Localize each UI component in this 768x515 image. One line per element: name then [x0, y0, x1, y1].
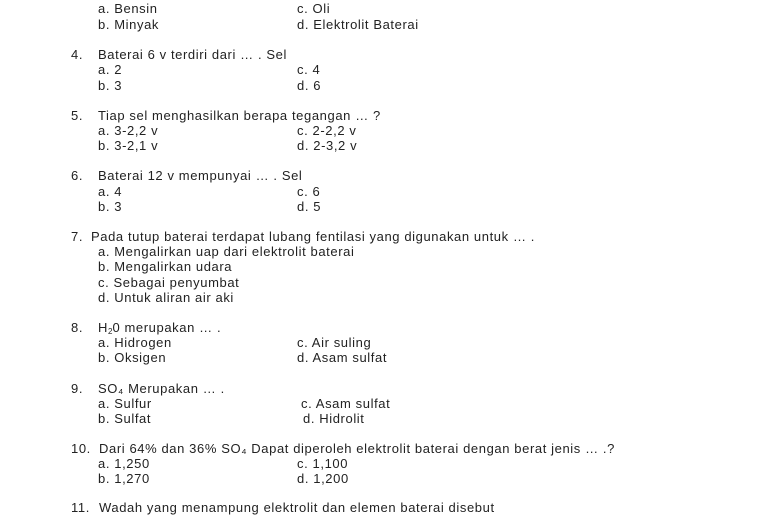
- q10-option-b: b. 1,270: [98, 471, 150, 486]
- q7-text: Pada tutup baterai terdapat lubang fentilasi yang digunakan untuk … .: [91, 229, 535, 244]
- q5-option-b: b. 3-2,1 v: [98, 138, 159, 153]
- q11-text: Wadah yang menampung elektrolit dan elemen baterai disebut: [99, 500, 495, 515]
- q6-option-c: c. 6: [297, 184, 321, 199]
- q8-option-d: d. Asam sulfat: [297, 350, 388, 365]
- q4-option-b: b. 3: [98, 78, 123, 93]
- q3-option-a: a. Bensin: [98, 1, 158, 16]
- q5-option-a: a. 3-2,2 v: [98, 123, 159, 138]
- q5-text: Tiap sel menghasilkan berapa tegangan … ?: [98, 108, 381, 123]
- q8-subscript: 2: [108, 327, 113, 336]
- q4-text: Baterai 6 v terdiri dari … . Sel: [98, 47, 287, 62]
- q9-option-c: c. Asam sulfat: [301, 396, 391, 411]
- q7-option-d: d. Untuk aliran air aki: [98, 290, 234, 305]
- q9-option-b: b. Sulfat: [98, 411, 152, 426]
- q4-number: 4.: [71, 47, 84, 62]
- q4-option-c: c. 4: [297, 62, 321, 77]
- q8-option-b: b. Oksigen: [98, 350, 167, 365]
- q10-text: Dari 64% dan 36% SO₄ Dapat diperoleh elektrolit baterai dengan berat jenis … .?: [99, 441, 615, 456]
- q3-option-d: d. Elektrolit Baterai: [297, 17, 419, 32]
- q8-text: $H_20$ merupakan … .: [98, 320, 222, 336]
- q9-option-d: d. Hidrolit: [303, 411, 365, 426]
- q6-text: Baterai 12 v mempunyai … . Sel: [98, 168, 303, 183]
- q7-option-b: b. Mengalirkan udara: [98, 259, 233, 274]
- q10-option-a: a. 1,250: [98, 456, 150, 471]
- q6-number: 6.: [71, 168, 84, 183]
- q7-option-a: a. Mengalirkan uap dari elektrolit baterai: [98, 244, 355, 259]
- q9-text: SO₄ Merupakan … .: [98, 381, 225, 396]
- q9-option-a: a. Sulfur: [98, 396, 152, 411]
- q8-number: 8.: [71, 320, 84, 335]
- q10-option-d: d. 1,200: [297, 471, 349, 486]
- q4-option-d: d. 6: [297, 78, 322, 93]
- q6-option-a: a. 4: [98, 184, 123, 199]
- q7-number: 7.: [71, 229, 84, 244]
- q9-number: 9.: [71, 381, 84, 396]
- q5-number: 5.: [71, 108, 84, 123]
- q5-option-c: c. 2-2,2 v: [297, 123, 357, 138]
- q6-option-b: b. 3: [98, 199, 123, 214]
- q7-option-c: c. Sebagai penyumbat: [98, 275, 240, 290]
- q10-option-c: c. 1,100: [297, 456, 349, 471]
- q11-number: 11.: [71, 500, 90, 515]
- q3-option-b: b. Minyak: [98, 17, 160, 32]
- q10-number: 10.: [71, 441, 91, 456]
- q4-option-a: a. 2: [98, 62, 123, 77]
- q6-option-d: d. 5: [297, 199, 322, 214]
- q8-option-c: c. Air suling: [297, 335, 372, 350]
- q8-option-a: a. Hidrogen: [98, 335, 172, 350]
- q3-option-c: c. Oli: [297, 1, 331, 16]
- q5-option-d: d. 2-3,2 v: [297, 138, 358, 153]
